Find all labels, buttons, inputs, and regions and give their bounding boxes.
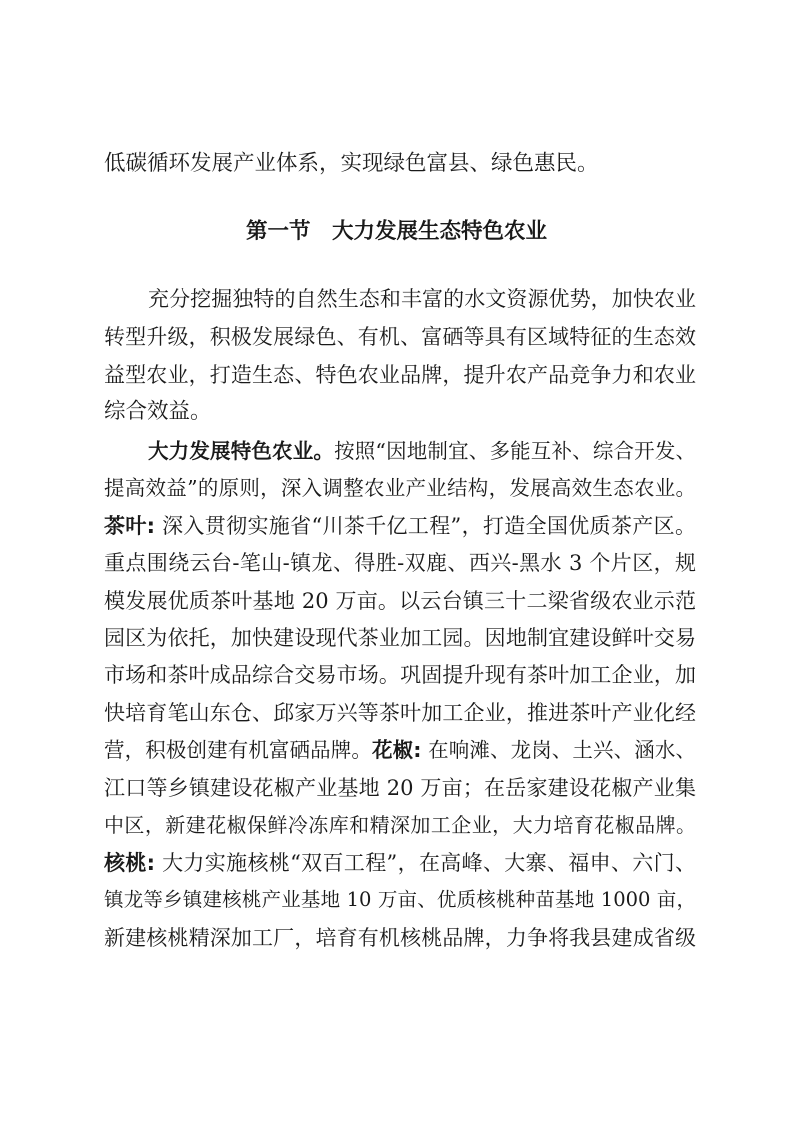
paragraph-line: 模发展优质茶叶基地 20 万亩。以云台镇三十二梁省级农业示范	[104, 589, 696, 613]
pepper-label: 花椒:	[372, 738, 422, 762]
paragraph-line: 新建核桃精深加工厂，培育有机核桃品牌，力争将我县建成省级	[104, 926, 696, 950]
paragraph-line	[104, 511, 696, 541]
paragraph-line: 中区，新建花椒保鲜冷冻库和精深加工企业，大力培育花椒品牌。	[104, 813, 696, 837]
tea-text: 深入贯彻实施省“川茶千亿工程”，打造全国优质茶产区。	[155, 514, 696, 538]
paragraph-line: 江口等乡镇建设花椒产业基地 20 万亩；在岳家建设花椒产业集	[104, 776, 696, 800]
paragraph-line: 综合效益。	[104, 399, 212, 424]
paragraph-line: 园区为依托，加快建设现代茶业加工园。因地制宜建设鲜叶交易	[104, 626, 696, 650]
paragraph-line: 市场和茶叶成品综合交易市场。巩固提升现有茶叶加工企业，加	[104, 663, 696, 687]
paragraph-line: 快培育笔山东仓、邱家万兴等茶叶加工企业，推进茶叶产业化经	[104, 701, 696, 725]
paragraph-line: 转型升级，积极发展绿色、有机、富硒等具有区域特征的生态效	[104, 325, 696, 349]
paragraph-line: 镇龙等乡镇建核桃产业基地 10 万亩、优质核桃种苗基地 1000 亩，	[104, 888, 696, 911]
pepper-text: 在响滩、龙岗、土兴、涵水、	[421, 738, 696, 762]
paragraph-line	[148, 436, 696, 466]
paragraph-line	[104, 848, 696, 878]
paragraph-line: 提高效益”的原则，深入调整农业产业结构，发展高效生态农业。	[104, 476, 696, 500]
section-heading: 第一节 大力发展生态特色农业	[245, 219, 547, 244]
paragraph-line: 充分挖掘独特的自然生态和丰富的水文资源优势，加快农业	[148, 287, 696, 311]
tea-label: 茶叶:	[104, 514, 156, 538]
walnut-text: 大力实施核桃“双百工程”，在高峰、大寨、福申、六门、	[155, 851, 696, 875]
lead-text: 按照“因地制宜、多能互补、综合开发、	[334, 439, 696, 463]
intro-line: 低碳循环发展产业体系，实现绿色富县、绿色惠民。	[104, 151, 599, 176]
paragraph-line: 益型农业，打造生态、特色农业品牌，提升农产品竞争力和农业	[104, 363, 696, 387]
paragraph-line: 重点围绕云台-笔山-镇龙、得胜-双鹿、西兴-黑水 3 个片区，规	[104, 551, 696, 575]
walnut-label: 核桃:	[104, 851, 156, 875]
tea-last-text: 营，积极创建有机富硒品牌。	[104, 738, 373, 762]
paragraph-line	[104, 735, 696, 765]
bold-lead: 大力发展特色农业。	[148, 439, 335, 463]
